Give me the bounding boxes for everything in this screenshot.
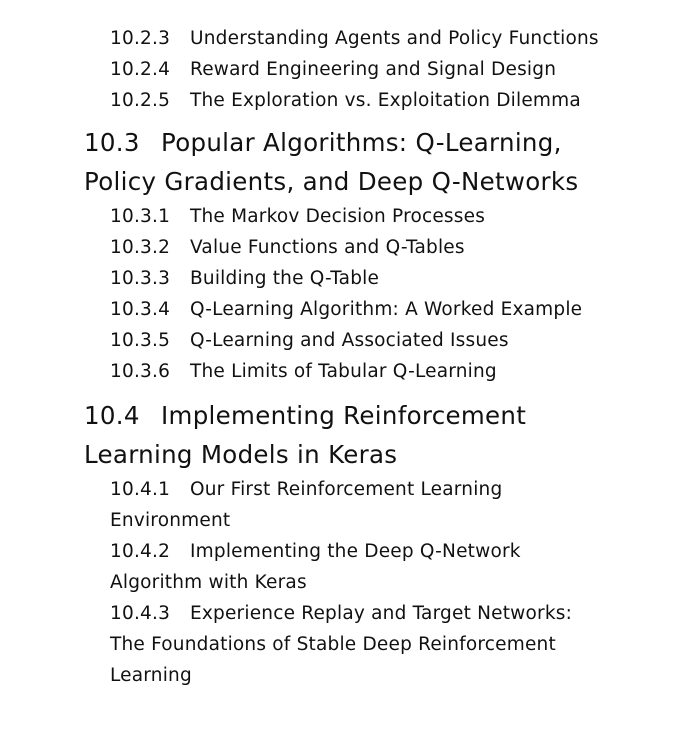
toc-entry-number: 10.2.5 — [110, 90, 171, 111]
toc-entry-number: 10.3.4 — [110, 299, 171, 320]
toc-entry-title: Building the Q-Table — [190, 268, 380, 289]
toc-entry-title: Experience Replay and Target Networks: — [190, 603, 573, 624]
toc-entry-title: Value Functions and Q-Tables — [190, 237, 465, 258]
toc-entry-number: 10.2.4 — [110, 59, 171, 80]
toc-entry-number: 10.3.6 — [110, 361, 171, 382]
toc-entry-10-4-2 — [110, 536, 521, 598]
toc-entry-title-continued: The Foundations of Stable Deep Reinforcement — [110, 634, 556, 655]
toc-entry-title: The Markov Decision Processes — [190, 206, 486, 227]
toc-entry-number: 10.4.3 — [110, 603, 171, 624]
toc-entry-number: 10.3.1 — [110, 206, 171, 227]
toc-entry-10-3-3 — [110, 263, 379, 294]
toc-entry-title: Reward Engineering and Signal Design — [190, 59, 557, 80]
toc-entry-number: 10.3.3 — [110, 268, 171, 289]
toc-entry-number: 10.4.2 — [110, 541, 171, 562]
toc-entry-title: The Limits of Tabular Q-Learning — [190, 361, 497, 382]
toc-entry-10-4-1 — [110, 474, 502, 536]
toc-entry-10-4-3 — [110, 598, 572, 691]
toc-entry-title: Implementing the Deep Q-Network — [190, 541, 521, 562]
toc-section-title: Popular Algorithms: Q-Learning, — [161, 128, 562, 157]
toc-section-10-3 — [84, 123, 578, 201]
toc-entry-10-3-5 — [110, 325, 509, 356]
toc-section-number: 10.4 — [84, 401, 140, 430]
toc-entry-title: Our First Reinforcement Learning — [190, 479, 503, 500]
toc-section-title: Implementing Reinforcement — [161, 401, 527, 430]
toc-entry-number: 10.2.3 — [110, 28, 171, 49]
toc-entry-10-2-4 — [110, 54, 556, 85]
toc-entry-title-continued: Learning — [110, 665, 192, 686]
toc-entry-10-2-5 — [110, 85, 581, 116]
toc-entry-title: Understanding Agents and Policy Functions — [190, 28, 599, 49]
toc-section-10-4 — [84, 396, 526, 474]
toc-entry-10-3-4 — [110, 294, 582, 325]
toc-entry-10-3-2 — [110, 232, 465, 263]
toc-entry-number: 10.3.5 — [110, 330, 171, 351]
toc-entry-10-2-3 — [110, 23, 599, 54]
toc-entry-10-3-1 — [110, 201, 485, 232]
toc-section-number: 10.3 — [84, 128, 140, 157]
toc-entry-title: Q-Learning and Associated Issues — [190, 330, 509, 351]
toc-entry-title: Q-Learning Algorithm: A Worked Example — [190, 299, 583, 320]
toc-entry-number: 10.3.2 — [110, 237, 171, 258]
toc-entry-title-continued: Algorithm with Keras — [110, 572, 307, 593]
toc-entry-title: The Exploration vs. Exploitation Dilemma — [190, 90, 581, 111]
toc-section-title-continued: Policy Gradients, and Deep Q-Networks — [84, 167, 579, 196]
toc-entry-title-continued: Environment — [110, 510, 231, 531]
toc-entry-10-3-6 — [110, 356, 497, 387]
toc-section-title-continued: Learning Models in Keras — [84, 440, 398, 469]
toc-entry-number: 10.4.1 — [110, 479, 171, 500]
